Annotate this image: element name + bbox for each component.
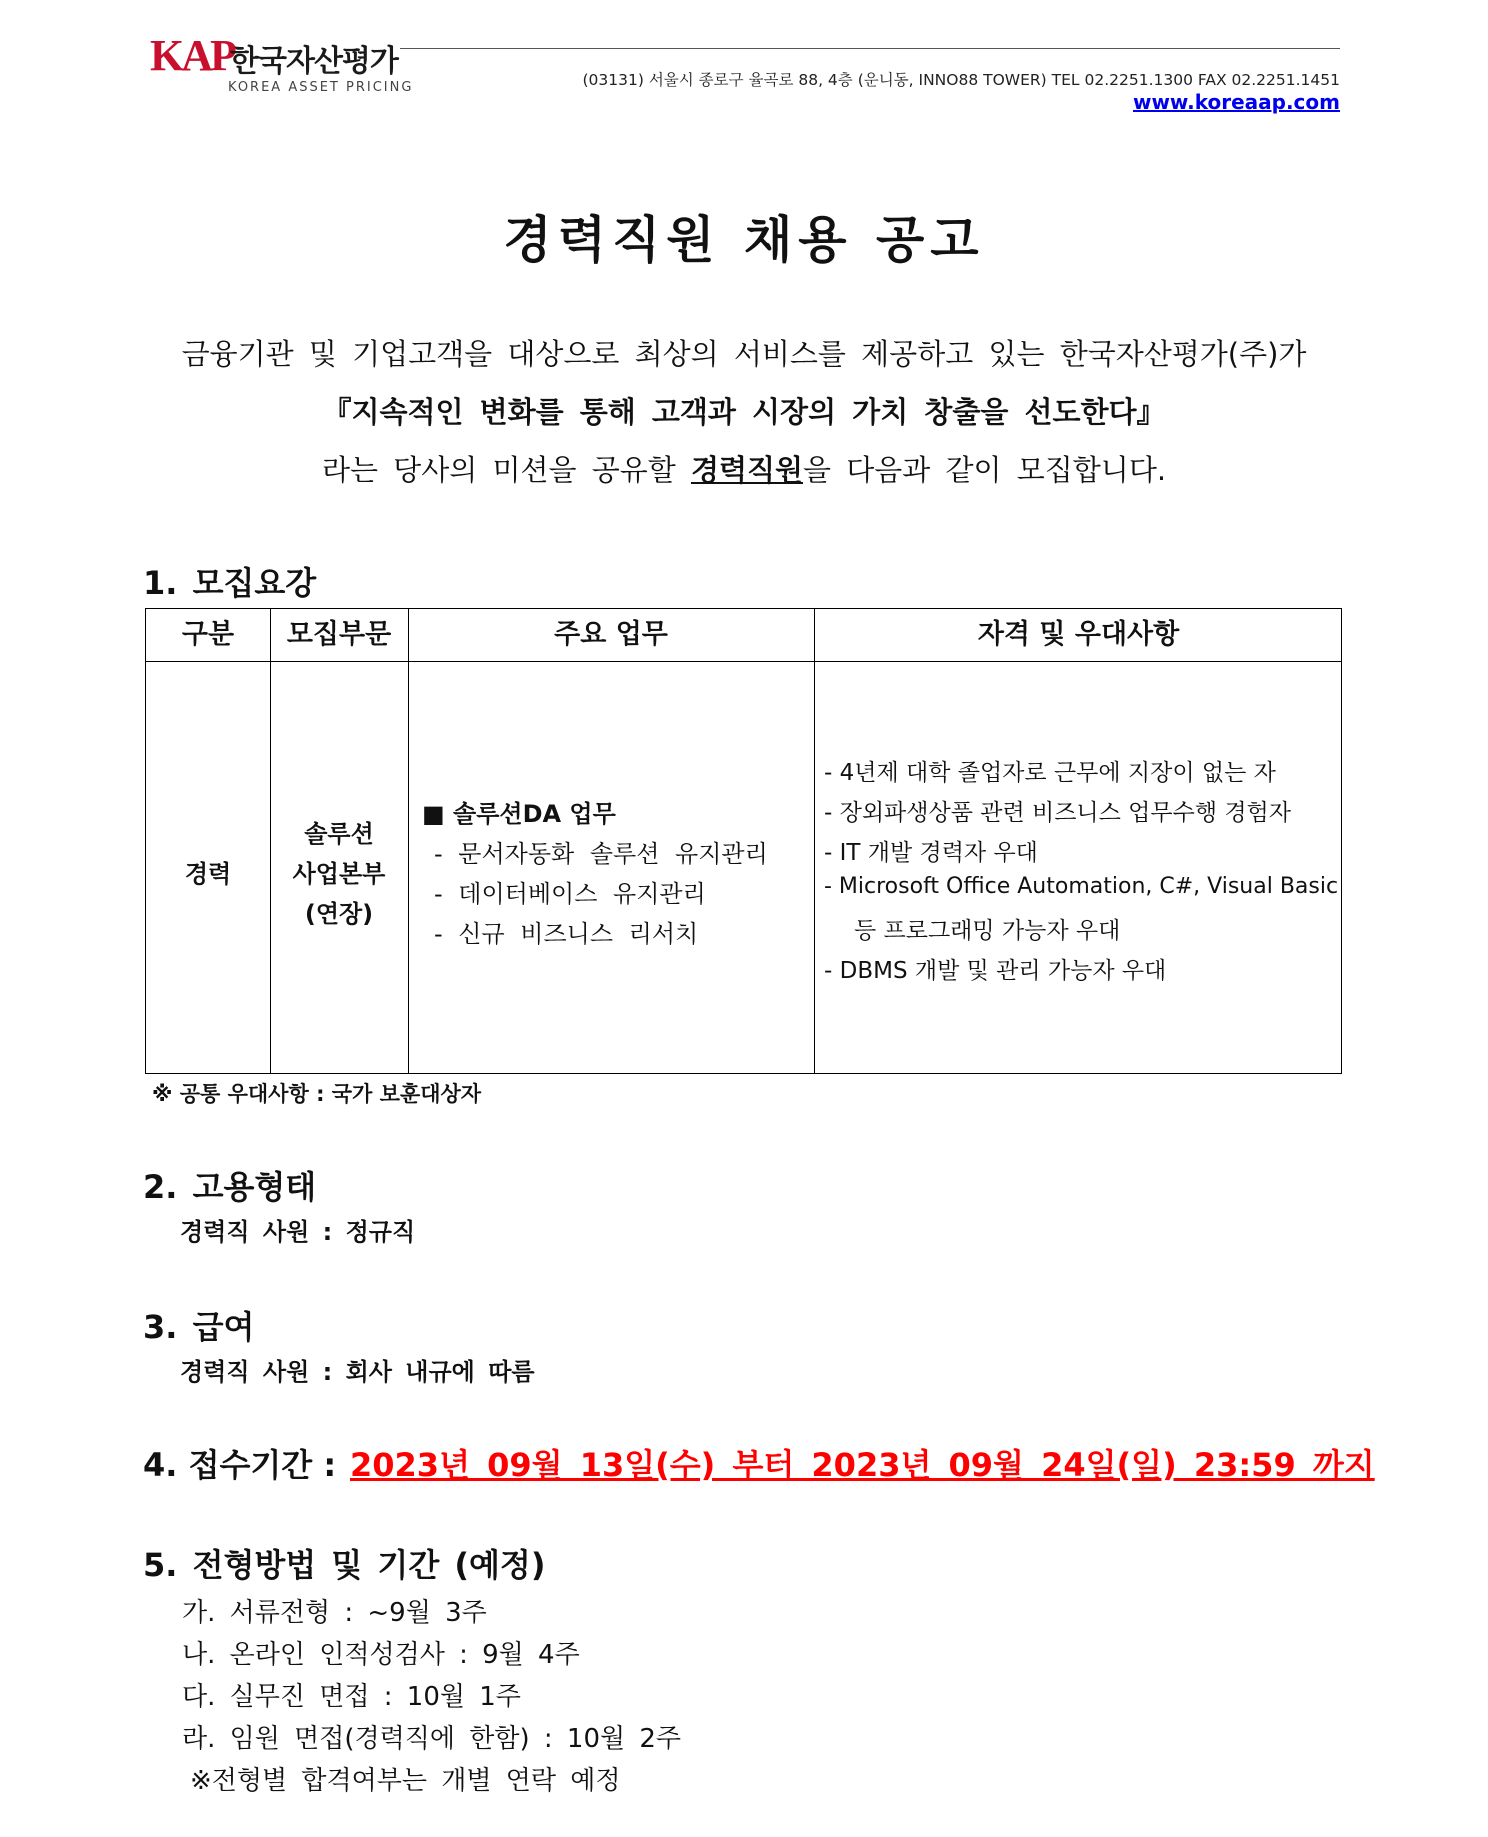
qualification-item: - Microsoft Office Automation, C#, Visual Basic	[824, 874, 1339, 899]
logo-company-name: 한국자산평가	[230, 44, 398, 79]
duty-title: ■ 솔루션DA 업무	[422, 800, 616, 828]
table-cell-department-3: (연장)	[304, 900, 374, 928]
logo-company-name-en: KOREA ASSET PRICING	[228, 80, 414, 95]
company-address: (03131) 서울시 종로구 율곡로 88, 4층 (운니동, INNO88 TOWER) TEL 02.2251.1300 FAX 02.2251.1451	[582, 71, 1340, 89]
intro-line-2: 『지속적인 변화를 통해 고객과 시장의 가치 창출을 선도한다』	[322, 395, 1166, 429]
salary-info: 경력직 사원 : 회사 내규에 따름	[180, 1358, 535, 1386]
employment-type: 경력직 사원 : 정규직	[180, 1218, 416, 1246]
intro-line-3	[0, 448, 1488, 489]
selection-step: 라. 임원 면접(경력직에 한함) : 10월 2주	[182, 1724, 682, 1754]
table-header-department: 모집부문	[286, 619, 392, 650]
section-3-heading: 3. 급여	[143, 1308, 255, 1346]
website-link[interactable]: www.koreaap.com	[1132, 90, 1340, 114]
table-header-duties: 주요 업무	[554, 619, 668, 650]
table-col-divider	[408, 609, 409, 1073]
intro-line-3-pre: 라는 당사의 미션을 공유할	[321, 453, 691, 487]
table-cell-department-1: 솔루션	[304, 820, 374, 848]
intro-line-3-post: 을 다음과 같이 모집합니다.	[803, 453, 1167, 487]
page-title: 경력직원 채용 공고	[503, 211, 985, 269]
duty-item: - 문서자동화 솔루션 유지관리	[434, 840, 768, 868]
table-col-divider	[814, 609, 815, 1073]
qualification-item: - 4년제 대학 졸업자로 근무에 지장이 없는 자	[824, 760, 1276, 786]
section-5-heading: 5. 전형방법 및 기간 (예정)	[143, 1546, 546, 1584]
table-header-divider	[146, 661, 1341, 662]
qualification-item-continued: 등 프로그래밍 가능자 우대	[854, 918, 1121, 944]
application-period-label: 4. 접수기간 :	[143, 1446, 337, 1484]
table-cell-category: 경력	[184, 860, 232, 888]
selection-step: 나. 온라인 인적성검사 : 9월 4주	[182, 1640, 580, 1670]
header-divider	[400, 48, 1340, 49]
duty-item: - 신규 비즈니스 리서치	[434, 920, 699, 948]
logo-mark: KAP	[150, 31, 234, 80]
common-preference-note: ※ 공통 우대사항 : 국가 보훈대상자	[152, 1082, 482, 1106]
application-period-value: 2023년 09월 13일(수) 부터 2023년 09월 24일(일) 23:59 까지	[350, 1446, 1375, 1484]
table-header-category: 구분	[181, 619, 235, 650]
qualification-item: - DBMS 개발 및 관리 가능자 우대	[824, 958, 1167, 984]
duty-item: - 데이터베이스 유지관리	[434, 880, 706, 908]
recruit-table	[145, 608, 1342, 1074]
section-1-heading: 1. 모집요강	[143, 564, 317, 602]
qualification-item: - IT 개발 경력자 우대	[824, 840, 1038, 866]
selection-step: 가. 서류전형 : ~9월 3주	[182, 1598, 487, 1628]
table-header-qualifications: 자격 및 우대사항	[977, 619, 1180, 650]
table-cell-department-2: 사업본부	[292, 860, 386, 888]
qualification-item: - 장외파생상품 관련 비즈니스 업무수행 경험자	[824, 800, 1291, 826]
intro-line-1: 금융기관 및 기업고객을 대상으로 최상의 서비스를 제공하고 있는 한국자산평가(주)가	[181, 337, 1307, 371]
intro-line-3-bold: 경력직원	[690, 453, 804, 487]
section-2-heading: 2. 고용형태	[143, 1168, 317, 1206]
selection-step: 다. 실무진 면접 : 10월 1주	[182, 1682, 521, 1712]
company-logo	[150, 30, 414, 100]
selection-note: ※전형별 합격여부는 개별 연락 예정	[190, 1766, 621, 1796]
